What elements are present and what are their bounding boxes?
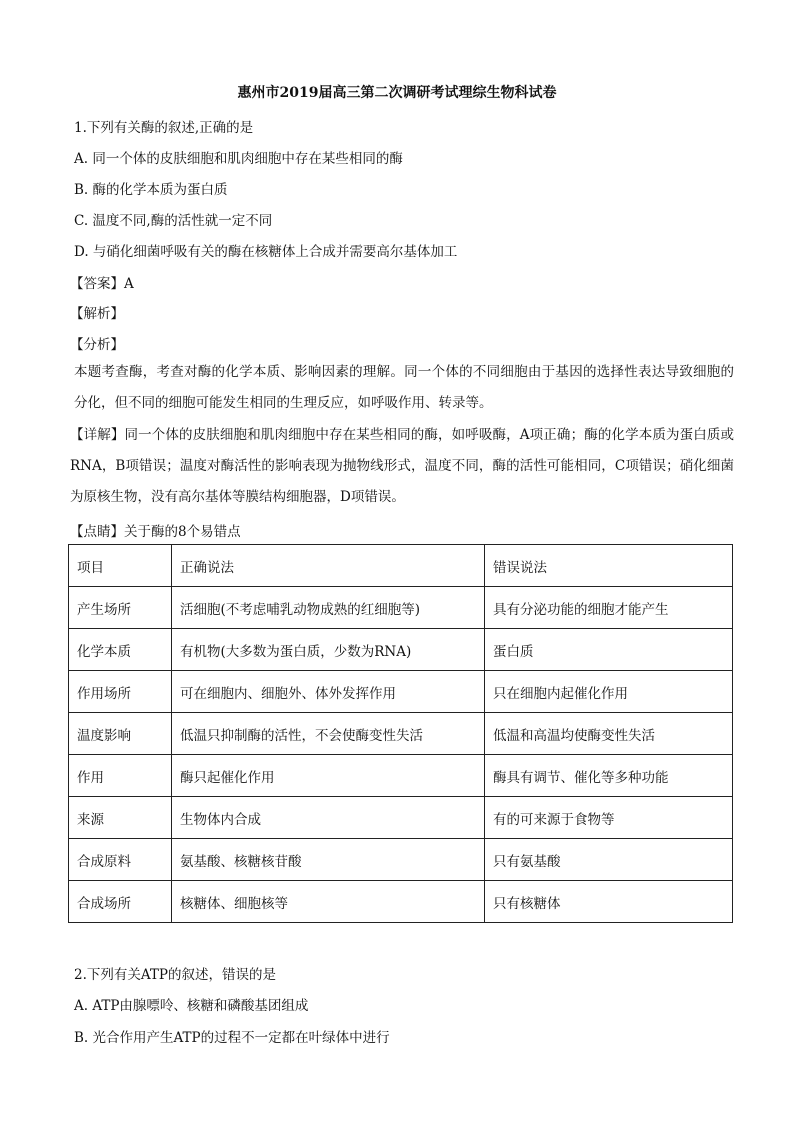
table-cell: 作用场所 (69, 671, 172, 713)
detail-paragraph: 【详解】同一个体的皮肤细胞和肌肉细胞中存在某些相同的酶，如呼吸酶，A项正确；酶的化学本质为蛋白质或RNA，B项错误；温度对酶活性的影响表现为抛物线形式，温度不同，酶的活性可能相同，C项错误；硝化细菌为原核生物，没有高尔基体等膜结构细胞器，D项错误。 (70, 427, 734, 505)
table-cell: 氨基酸、核糖核苷酸 (172, 839, 485, 881)
table-row (69, 629, 733, 671)
table-row (69, 839, 733, 881)
question-1-option-d: D. 与硝化细菌呼吸有关的酶在核糖体上合成并需要高尔基体加工 (74, 244, 458, 260)
table-cell: 只在细胞内起催化作用 (485, 671, 733, 713)
fenxi-heading: 【分析】 (70, 337, 124, 353)
table-header-cell: 正确说法 (172, 545, 485, 587)
table-row (69, 755, 733, 797)
table-cell: 低温只抑制酶的活性，不会使酶变性失活 (172, 713, 485, 755)
table-row (69, 587, 733, 629)
table-cell: 只有核糖体 (485, 881, 733, 923)
table-cell: 产生场所 (69, 587, 172, 629)
table-row (69, 797, 733, 839)
table-cell: 作用 (69, 755, 172, 797)
table-header-row (69, 545, 733, 587)
question-2-stem: 2.下列有关ATP的叙述，错误的是 (74, 967, 276, 983)
table-cell: 合成原料 (69, 839, 172, 881)
table-cell: 具有分泌功能的细胞才能产生 (485, 587, 733, 629)
table-row (69, 713, 733, 755)
table-cell: 核糖体、细胞核等 (172, 881, 485, 923)
table-cell: 温度影响 (69, 713, 172, 755)
table-cell: 酶具有调节、催化等多种功能 (485, 755, 733, 797)
table-row (69, 671, 733, 713)
question-1-stem: 1.下列有关酶的叙述,正确的是 (74, 120, 254, 136)
table-cell: 化学本质 (69, 629, 172, 671)
enzyme-misconceptions-table (68, 544, 733, 923)
question-1-option-c: C. 温度不同,酶的活性就一定不同 (74, 213, 273, 229)
question-2-option-a: A. ATP由腺嘌呤、核糖和磷酸基团组成 (74, 998, 309, 1014)
table-cell: 有机物(大多数为蛋白质，少数为RNA) (172, 629, 485, 671)
table-header-cell: 项目 (69, 545, 172, 587)
question-2-option-b: B. 光合作用产生ATP的过程不一定都在叶绿体中进行 (74, 1030, 390, 1046)
table-cell: 合成场所 (69, 881, 172, 923)
tip-heading: 【点睛】关于酶的8个易错点 (70, 524, 241, 540)
table-cell: 有的可来源于食物等 (485, 797, 733, 839)
table-row (69, 881, 733, 923)
table-header-cell: 错误说法 (485, 545, 733, 587)
question-1-option-a: A. 同一个体的皮肤细胞和肌肉细胞中存在某些相同的酶 (74, 151, 403, 167)
page-title: 惠州市2019届高三第二次调研考试理综生物科试卷 (237, 85, 557, 101)
table-cell: 生物体内合成 (172, 797, 485, 839)
table-cell: 低温和高温均使酶变性失活 (485, 713, 733, 755)
table-cell: 蛋白质 (485, 629, 733, 671)
question-1-option-b: B. 酶的化学本质为蛋白质 (74, 182, 228, 198)
table-cell: 可在细胞内、细胞外、体外发挥作用 (172, 671, 485, 713)
table-cell: 活细胞(不考虑哺乳动物成熟的红细胞等) (172, 587, 485, 629)
fenxi-paragraph: 本题考查酶，考查对酶的化学本质、影响因素的理解。同一个体的不同细胞由于基因的选择性表达导致细胞的分化，但不同的细胞可能发生相同的生理反应，如呼吸作用、转录等。 (74, 364, 734, 411)
question-1-answer: 【答案】A (70, 276, 134, 292)
table-cell: 只有氨基酸 (485, 839, 733, 881)
table-cell: 酶只起催化作用 (172, 755, 485, 797)
table-cell: 来源 (69, 797, 172, 839)
analysis-heading: 【解析】 (70, 306, 124, 322)
